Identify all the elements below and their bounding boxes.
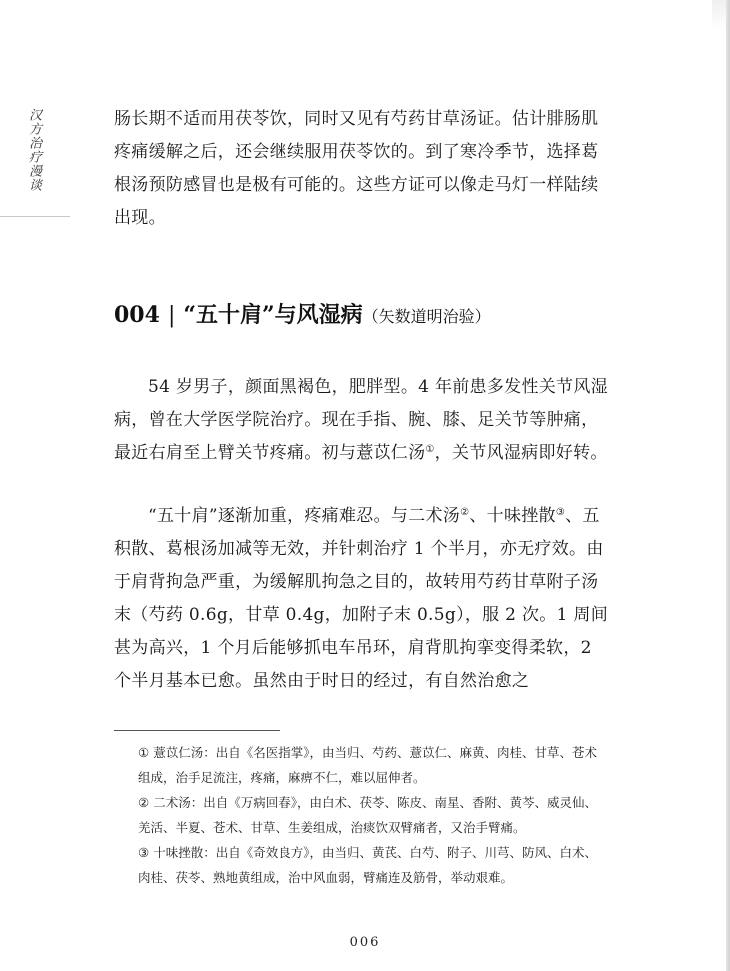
paragraph1-text-b: ，关节风湿病即好转。 — [434, 443, 608, 463]
page-edge-shadow — [726, 0, 730, 971]
footnote-item — [138, 790, 608, 840]
section-subtitle: （矢数道明治验） — [362, 307, 491, 326]
paragraph-case-intro — [114, 371, 614, 470]
running-head-rule — [0, 216, 70, 217]
intro-paragraph: 肠长期不适而用茯苓饮，同时又见有芍药甘草汤证。估计腓肠肌疼痛缓解之后，还会继续服用茯苓饮的。到了寒冷季节，选择葛根汤预防感冒也是极有可能的。这些方证可以像走马灯一样陆续出现。 — [114, 109, 599, 228]
footnote-item — [138, 840, 608, 890]
footnote-ref-3[interactable]: ③ — [555, 507, 566, 518]
page-corner-shadow — [712, 0, 726, 30]
paragraph2-text-a: “五十肩”逐渐加重，疼痛难忍。与二术汤 — [148, 506, 461, 526]
footnotes — [138, 740, 608, 890]
footnote-text: 薏苡仁汤：出自《名医指掌》，由当归、芍药、薏苡仁、麻黄、肉桂、甘草、苍术组成，治手足流注，疼痛，麻痹不仁，难以屈伸者。 — [138, 745, 597, 785]
paragraph1-text-a: 54 岁男子，颜面黑褐色，肥胖型。4 年前患多发性关节风湿病，曾在大学医学院治疗。现在手指、腕、膝、足关节等肿痛，最近右肩至上臂关节疼痛。初与薏苡仁汤 — [114, 377, 608, 463]
running-head: 汉方治疗漫谈 — [26, 108, 41, 192]
footnote-ref-2[interactable]: ② — [460, 507, 470, 518]
section-separator: | — [167, 303, 176, 328]
paragraph2-text-c: 、五积散、葛根汤加减等无效，并针刺治疗 1 个半月，亦无疗效。由于肩背拘急严重，为缓解肌拘急之目的，故转用芍药甘草附子汤末（芍药 0.6g，甘草 0.4g，加附子末 0.5g），服 2 次。1 周间甚为高兴，1 个月后能够抓电车吊环，肩背肌拘挛变得柔软，2 个半月基本已愈。虽然由于时日的经过，有自然治愈之 — [114, 506, 609, 691]
footnote-item — [138, 740, 608, 790]
paragraph2-text-b: 、十味挫散 — [469, 506, 556, 526]
section-number: 004 — [114, 302, 160, 328]
section-heading: “五十肩”与风湿病 — [183, 302, 363, 328]
paragraph-treatment — [114, 500, 614, 698]
section-title — [114, 300, 634, 332]
footnote-text: 十味挫散：出自《奇效良方》，由当归、黄芪、白芍、附子、川芎、防风、白术、肉桂、茯苓、熟地黄组成，治中风血弱，臂痛连及筋骨，举动艰难。 — [138, 845, 597, 885]
footnote-ref-1[interactable]: ① — [425, 444, 435, 455]
footnote-text: 二术汤：出自《万病回春》，由白术、茯苓、陈皮、南星、香附、黄芩、威灵仙、羌活、半夏、苍术、甘草、生姜组成，治痰饮双臂痛者，又治手臂痛。 — [138, 795, 597, 835]
footnote-number: ② — [138, 795, 150, 810]
footnote-number: ③ — [138, 845, 150, 860]
footnote-number: ① — [138, 745, 150, 760]
footnote-divider — [114, 730, 280, 731]
page-number: 006 — [349, 935, 381, 950]
